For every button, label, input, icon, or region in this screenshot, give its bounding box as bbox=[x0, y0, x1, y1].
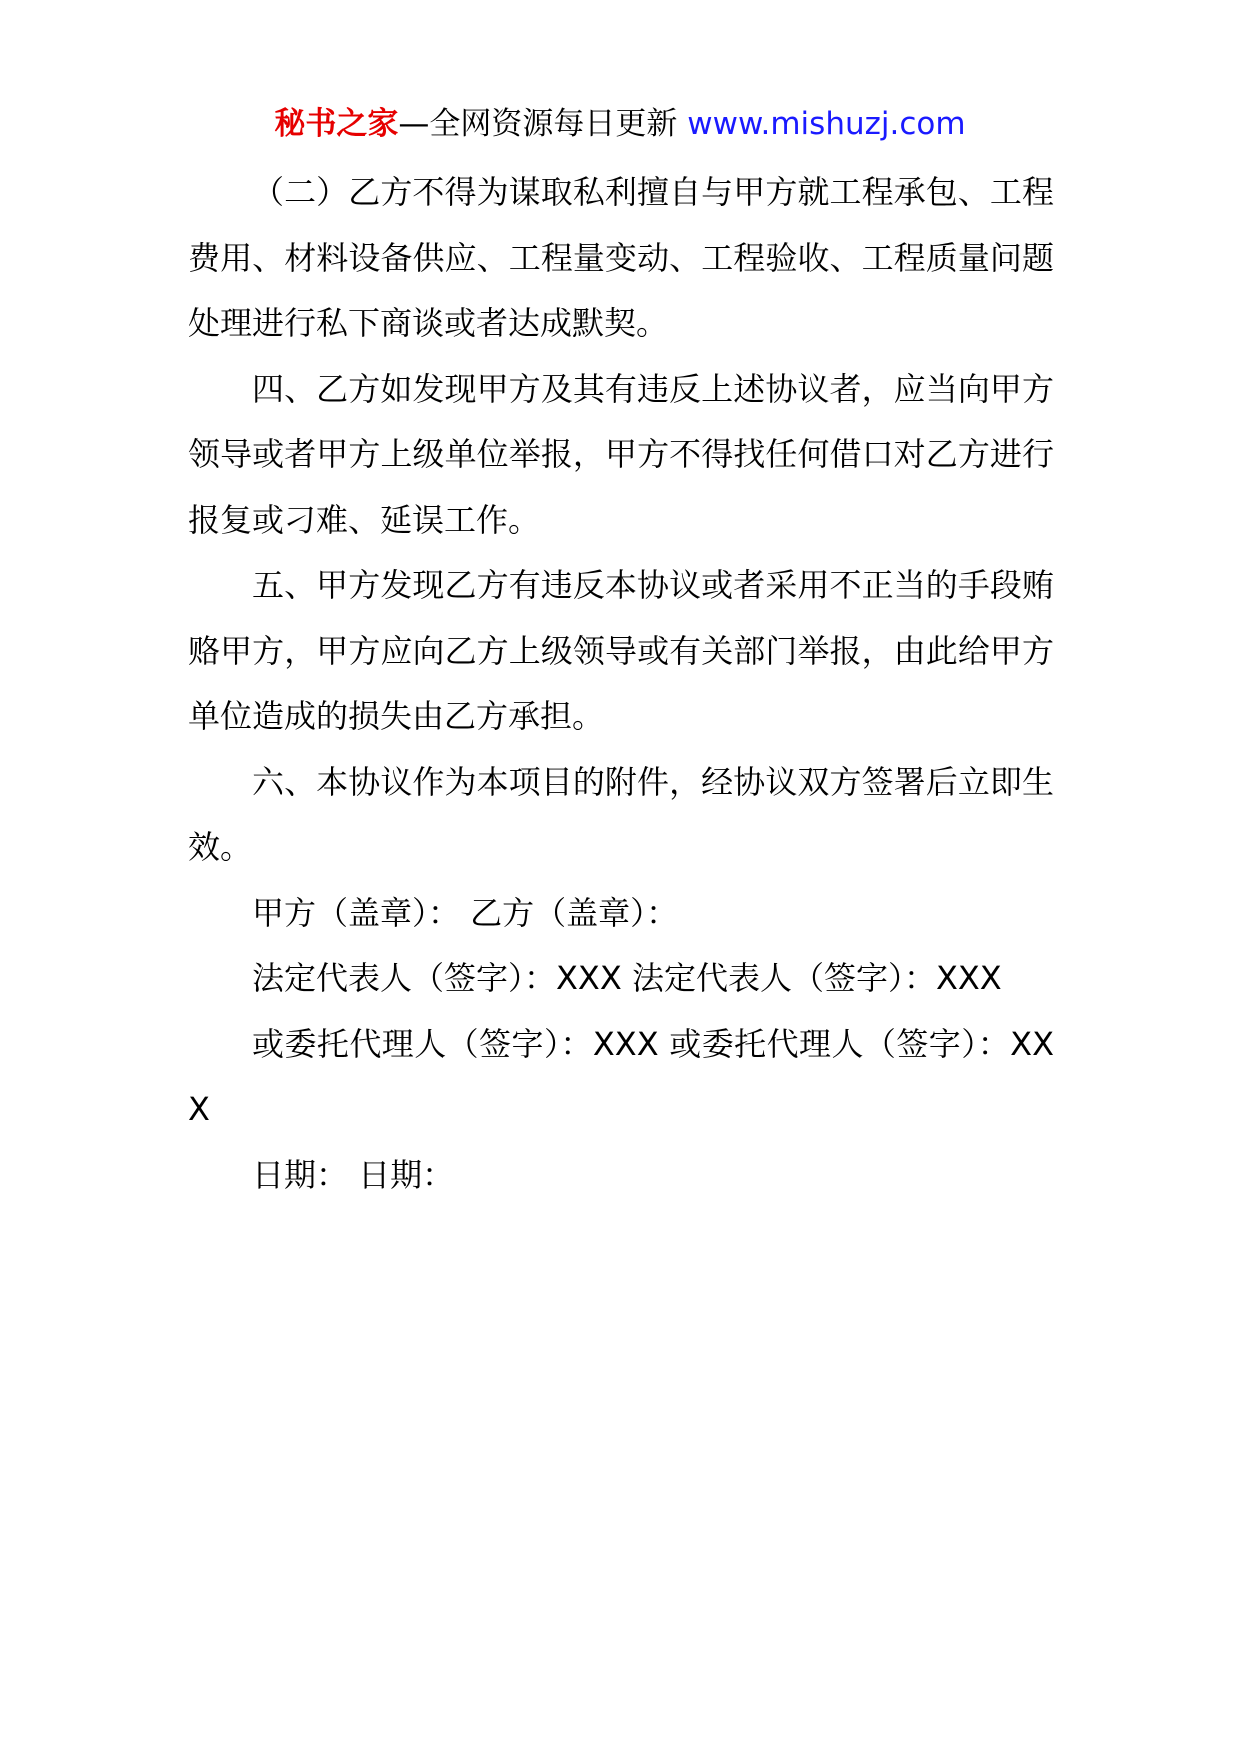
clause-5-paragraph: 五、甲方发现乙方有违反本协议或者采用不正当的手段贿赂甲方，甲方应向乙方上级领导或有关部门举报，由此给甲方单位造成的损失由乙方承担。 bbox=[188, 566, 1054, 735]
legal-representative-line: 法定代表人（签字）：XXX 法定代表人（签字）：XXX bbox=[252, 959, 1002, 997]
authorized-agent-line: 或委托代理人（签字）：XXX 或委托代理人（签字）：XXX bbox=[188, 1024, 1054, 1128]
header-tagline: —全网资源每日更新 bbox=[398, 106, 678, 142]
brand-name: 秘书之家 bbox=[274, 106, 399, 142]
site-url-link[interactable]: www.mishuzj.com bbox=[687, 106, 966, 142]
page-header bbox=[0, 100, 1240, 148]
clause-2-paragraph: （二）乙方不得为谋取私利擅自与甲方就工程承包、工程费用、材料设备供应、工程量变动、工程验收、工程质量问题处理进行私下商谈或者达成默契。 bbox=[188, 173, 1054, 342]
clause-6-paragraph: 六、本协议作为本项目的附件，经协议双方签署后立即生效。 bbox=[188, 762, 1054, 866]
date-line: 日期： 日期： bbox=[252, 1155, 455, 1194]
seal-line: 甲方（盖章）： 乙方（盖章）： bbox=[252, 893, 679, 932]
document-body bbox=[188, 160, 1054, 1208]
clause-4-paragraph: 四、乙方如发现甲方及其有违反上述协议者，应当向甲方领导或者甲方上级单位举报，甲方不得找任何借口对乙方进行报复或刁难、延误工作。 bbox=[188, 369, 1054, 539]
